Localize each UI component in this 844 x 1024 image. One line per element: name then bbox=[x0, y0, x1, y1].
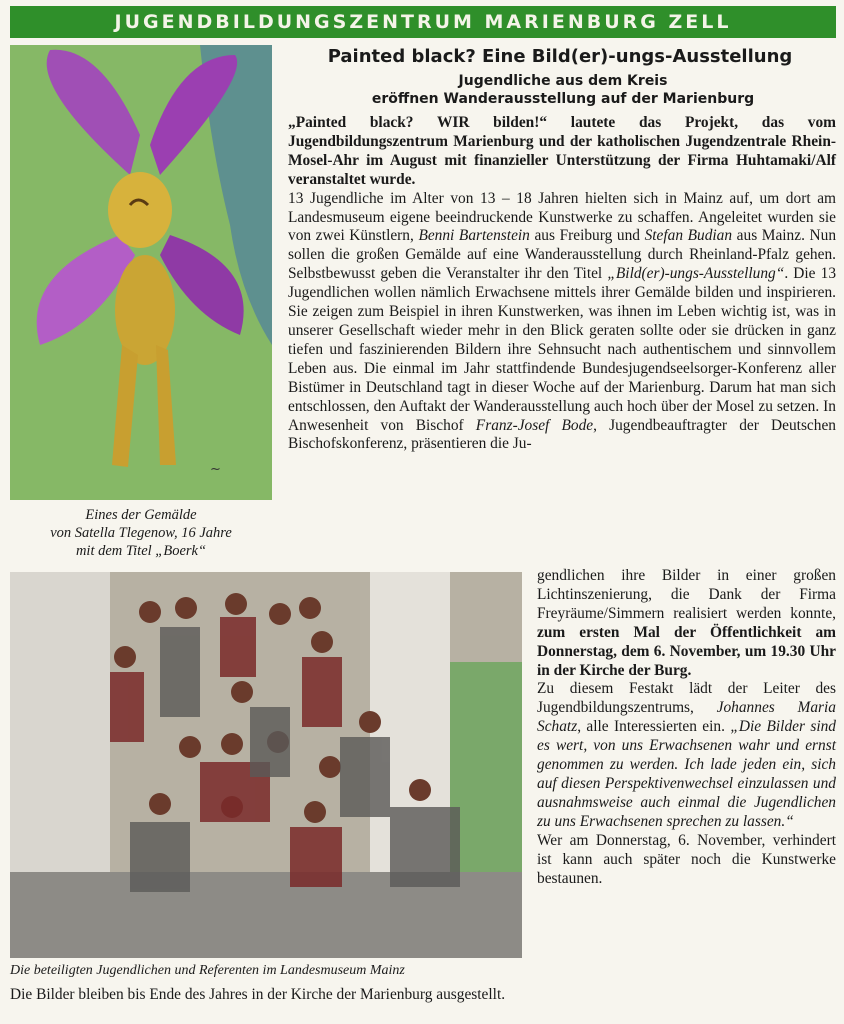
masthead-banner bbox=[10, 6, 836, 38]
p1-text-d: . Die 13 Jugendlichen wollen nämlich Erwachsene mittels ihrer Gemälde bilden und inspirieren. Sie zeigen zum Beispiel in ihren Kunstwerken, was ihnen im Leben wichtig ist, was in unserer Gesellschaft wieder mehr in den Blick geraten sollte oder sie drücken in ganz tiefen und faszinierenden Bildern ihre Sehnsucht nach authentischem und sinnvollem Leben aus. Die einmal im Jahr stattfindende Bundesjugendseelsorger-Konferenz aller Bistümer in Deutschland tagt in dieser Woche auf der Marienburg. Darum hat man sich entschlossen, den Auftakt der Wanderausstellung auch hoch über der Mosel zu setzen. In Anwesenheit von Bischof bbox=[288, 265, 837, 434]
painting-caption-line-1: Eines der Gemälde bbox=[85, 507, 197, 523]
artist-name-2: Stefan Budian bbox=[644, 227, 733, 245]
p1-text-b: aus Freiburg und bbox=[529, 227, 645, 245]
svg-text:~: ~ bbox=[210, 462, 221, 477]
article-paragraph-1 bbox=[288, 190, 836, 455]
side-text-3: , alle Interessierten ein. bbox=[577, 718, 731, 736]
painting-caption bbox=[10, 506, 272, 560]
article-subhead bbox=[290, 72, 836, 108]
side-paragraph-1 bbox=[537, 567, 836, 680]
artist-name-1: Benni Bartenstein bbox=[418, 227, 530, 245]
p1-text-e: , Jugendbeauftragter der Deutschen Bischofskonferenz, präsentieren die Ju- bbox=[288, 416, 836, 453]
director-quote: „Die Bilder sind es wert, von uns Erwachsenen wahr und ernst genommen zu werden. Ich lade jeden ein, sich auf diesen Perspektivenwechsel einzulassen und ausnahmsweise auch einmal die Jugendlichen zu uns Erwachsenen sprechen zu lassen.“ bbox=[537, 718, 836, 830]
p1-text-c: aus Mainz. Nun sollen die großen Gemälde auf eine Wanderausstellung durch Rheinland-Pfalz gehen. Selbstbewusst geben die Veranstalter ihr den Titel bbox=[288, 227, 837, 283]
side-paragraph-3: Wer am Donnerstag, 6. November, verhindert ist kann auch später noch die Kunstwerke bestaunen. bbox=[537, 831, 836, 887]
group-photo-caption: Die beteiligten Jugendlichen und Referenten im Landesmuseum Mainz bbox=[10, 963, 405, 978]
painting-caption-line-3: mit dem Titel „Boerk“ bbox=[75, 543, 207, 559]
bishop-name: Franz-Josef Bode bbox=[475, 416, 594, 434]
painting-image bbox=[10, 45, 272, 500]
masthead-title: JUGENDBILDUNGSZENTRUM MARIENBURG ZELL bbox=[114, 11, 732, 33]
event-date-text: zum ersten Mal der Öffentlichkeit am Donnerstag, dem 6. November, um 19.30 Uhr in der Kirche der Burg. bbox=[537, 623, 836, 679]
subhead-line-2: eröffnen Wanderausstellung auf der Marienburg bbox=[371, 91, 755, 107]
subhead-line-1: Jugendliche aus dem Kreis bbox=[458, 73, 668, 89]
lead-text: „Painted black? WIR bilden!“ lautete das Projekt, das vom Jugendbildungszentrum Marienburg und der katholischen Jugendzentrale Rhein-Mosel-Ahr im August mit finanzieller Unterstützung der Firma Huhtamaki/Alf veranstaltet wurde. bbox=[288, 114, 836, 188]
exhibit-title: „Bild(er)-ungs-Ausstellung“ bbox=[607, 265, 785, 283]
p1-text-a: 13 Jugendliche im Alter von 13 – 18 Jahren hielten sich in Mainz auf, um dort am Landesmuseum eigene beeindruckende Kunstwerke zu schaffen. Angeleitet wurden sie von zwei Künstlern, bbox=[288, 189, 836, 245]
article-body-main bbox=[288, 114, 836, 454]
painting-caption-line-2: von Satella Tlegenow, 16 Jahre bbox=[50, 525, 232, 541]
article-lead bbox=[288, 114, 836, 190]
painting-illustration bbox=[10, 45, 272, 500]
side-text-2: Zu diesem Festakt lädt der Leiter des Jugendbildungszentrums, bbox=[537, 680, 836, 717]
article-footer: Die Bilder bleiben bis Ende des Jahres in der Kirche der Marienburg ausgestellt. bbox=[10, 986, 506, 1003]
director-name: Johannes Maria Schatz bbox=[537, 699, 836, 736]
article-body-side bbox=[537, 567, 836, 888]
group-photo bbox=[10, 572, 522, 958]
side-paragraph-2 bbox=[537, 680, 836, 831]
side-text-1: gendlichen ihre Bilder in einer großen Lichtinszenierung, die Dank der Firma Freyräume/Simmern realisiert werden konnte, bbox=[537, 567, 836, 622]
group-photo-illustration bbox=[10, 572, 522, 958]
article-headline: Painted black? Eine Bild(er)-ungs-Ausstellung bbox=[327, 46, 793, 67]
